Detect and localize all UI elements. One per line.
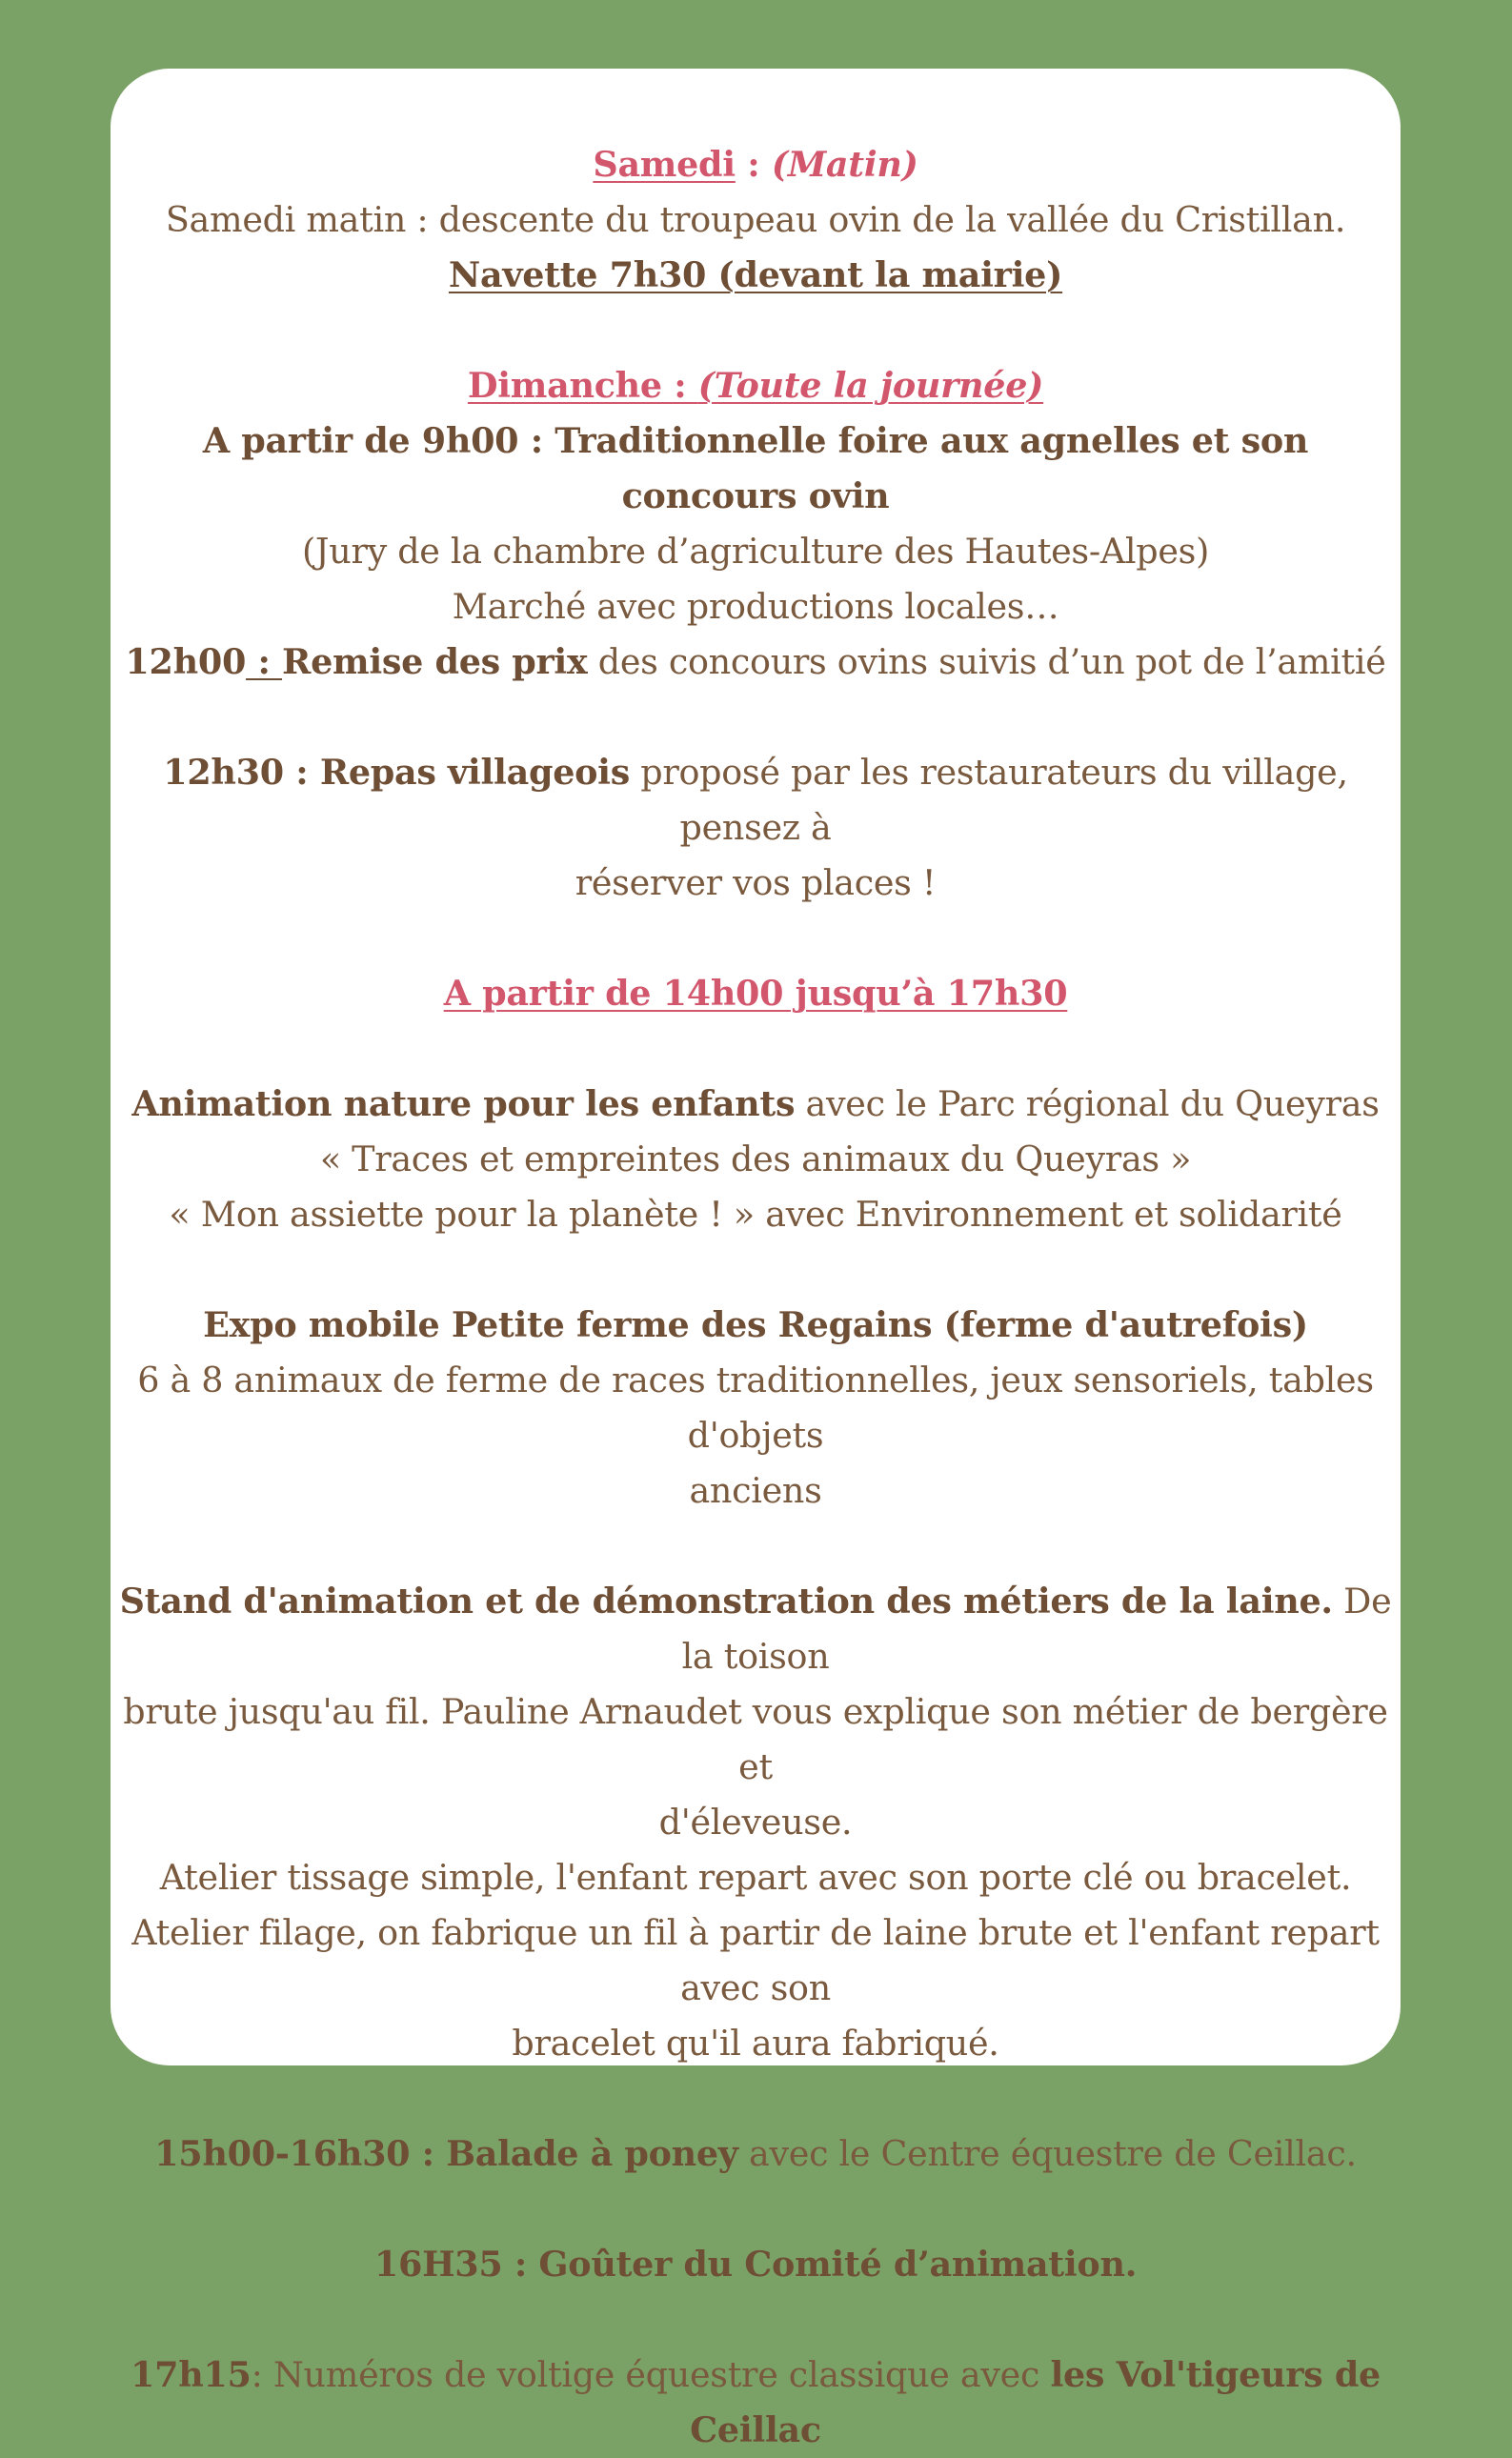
voltige-time: 17h15 [131,2354,252,2395]
assiette-line: « Mon assiette pour la planète ! » avec Environnement et solidarité [169,1194,1342,1235]
stand-rest: De la toison [681,1581,1392,1677]
repas-line [111,745,1401,856]
poney-rest: avec le Centre équestre de Ceillac. [737,2133,1357,2174]
tissage-line: Atelier tissage simple, l'enfant repart avec son porte clé ou bracelet. [159,1857,1352,1898]
prix-line [111,635,1401,690]
jury-line: (Jury de la chambre d’agriculture des Hautes-Alpes) [301,531,1210,572]
poney-bold: 15h00-16h30 : Balade à poney [154,2133,738,2174]
program-content [111,137,1401,2458]
prix-bold: Remise des prix [282,641,588,682]
apresmidi-heading: A partir de 14h00 jusqu’à 17h30 [443,973,1068,1014]
filage-line1: Atelier filage, on fabrique un fil à partir de laine brute et l'enfant repart avec son [131,1912,1380,2008]
expo-line1: 6 à 8 animaux de ferme de races traditionnelles, jeux sensoriels, tables d'objets [137,1360,1374,1456]
prix-time: 12h00 [125,641,247,682]
stand-line [111,1574,1401,1684]
stand-line3: d'éleveuse. [658,1802,853,1843]
dimanche-time: (Toute la journée) [697,365,1044,406]
nature-bold: Animation nature pour les enfants [131,1083,796,1124]
prix-rest: des concours ovins suivis d’un pot de l’amitié [587,641,1386,682]
samedi-heading [111,137,1401,192]
poney-line [111,2126,1401,2182]
samedi-time: (Matin) [771,144,918,185]
traces-line: « Traces et empreintes des animaux du Queyras » [319,1138,1192,1179]
dimanche-day: Dimanche : [467,365,698,406]
samedi-navette [111,248,1401,303]
repas-bold: 12h30 : Repas villageois [163,752,630,793]
samedi-descente: Samedi matin : descente du troupeau ovin de la vallée du Cristillan. [165,199,1346,240]
repas-rest: proposé par les restaurateurs du village, pensez à [629,752,1348,848]
nature-rest: avec le Parc régional du Queyras [795,1083,1380,1124]
samedi-day: Samedi [593,144,736,185]
samedi-heading-sep: : [735,144,772,185]
expo-line2: anciens [689,1470,822,1511]
expo-heading [111,1298,1401,1353]
filage-line2: bracelet qu'il aura fabriqué. [512,2023,999,2064]
foire-text: A partir de 9h00 : Traditionnelle foire aux agnelles et son concours ovin [202,420,1309,516]
expo-bold: Expo mobile Petite ferme des Regains (ferme d'autrefois) [203,1304,1308,1345]
stand-bold: Stand d'animation et de démonstration des métiers de la laine. [119,1581,1333,1622]
voltige-bold: les Vol'tigeurs de Ceillac [690,2354,1381,2450]
navette-text: Navette 7h30 (devant la mairie) [448,254,1063,295]
dimanche-heading [111,358,1401,413]
program-card [111,69,1401,2450]
gouter-line [111,2237,1401,2292]
marche-line: Marché avec productions locales… [452,586,1059,627]
voltige-line [111,2347,1401,2458]
repas-line2: réserver vos places ! [575,862,937,903]
gouter-bold: 16H35 : Goûter du Comité d’animation. [373,2244,1138,2285]
nature-line [111,1077,1401,1132]
voltige-rest: : Numéros de voltige équestre classique avec [251,2354,1051,2395]
prix-sep: : [246,641,283,682]
foire-line [111,413,1401,524]
stand-line2: brute jusqu'au fil. Pauline Arnaudet vous explique son métier de bergère et [123,1691,1388,1787]
